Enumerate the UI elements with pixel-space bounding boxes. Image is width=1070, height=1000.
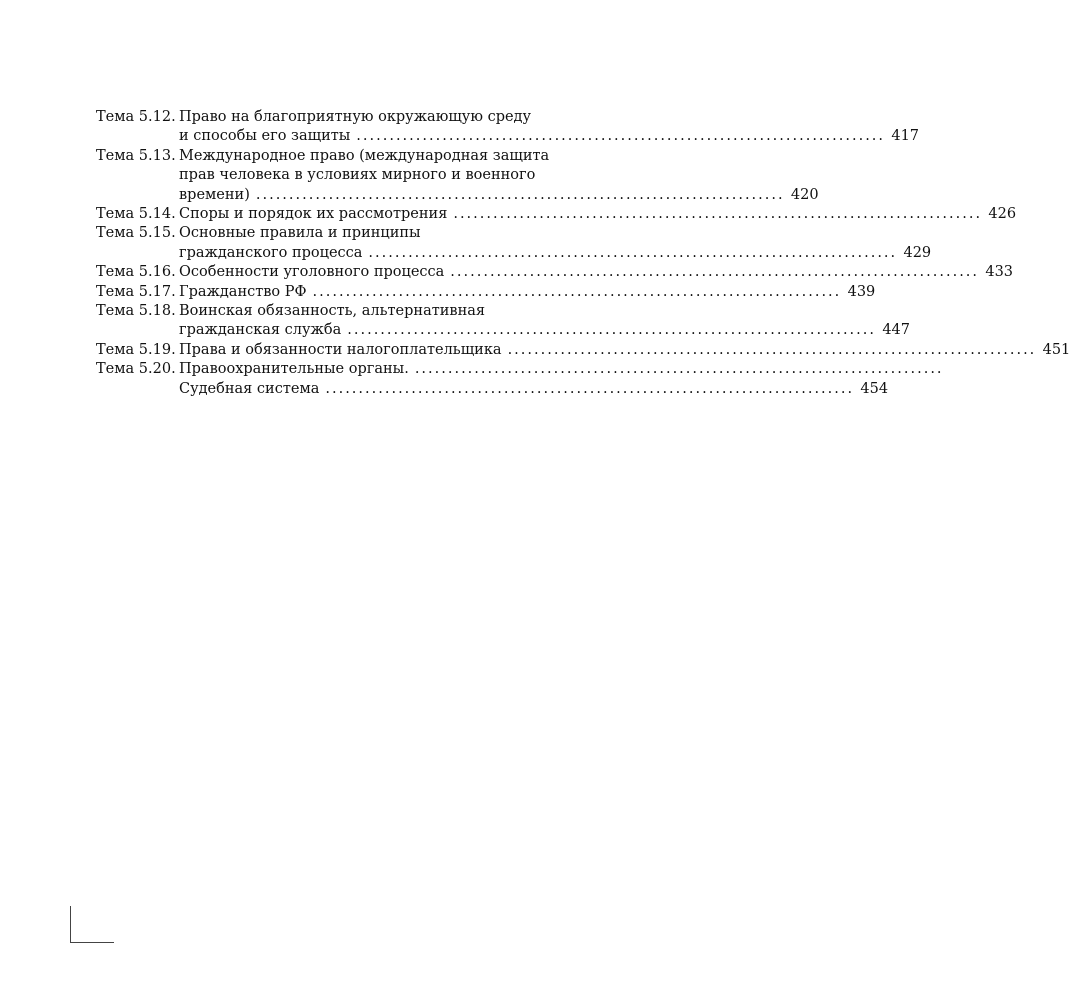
toc-leader-dots: ................................................................................ [312,283,842,300]
toc-entry-body [179,283,876,302]
toc-entry-page: 447 [882,322,910,339]
toc-entry-last-line [179,127,920,146]
toc-entry-title-line: времени) [179,186,250,203]
page-corner-mark [70,906,114,943]
toc-entry-body [179,147,819,205]
toc-entry-number: Тема 5.17. [96,283,176,300]
toc-entry-title-line: Воинская обязанность, альтернативная [179,303,486,320]
toc-entry-title-line: Судебная система [179,380,320,397]
toc-leader-dots: ................................................................................ [325,380,855,397]
toc-entry-body [179,360,944,399]
toc-entry [96,360,944,399]
toc-entry-page: 451 [1042,341,1070,358]
toc-entry-body [179,263,1014,282]
toc-entry-last-line [179,283,876,302]
toc-entry [96,283,876,302]
toc-entry-title-line: Основные правила и принципы [179,225,421,242]
toc-entry-number: Тема 5.16. [96,264,176,281]
toc-entry [96,263,1014,282]
toc-entry-page: 439 [847,283,876,300]
toc-entry-last-line [179,321,910,340]
toc-entry-number: Тема 5.15. [96,225,176,242]
toc-entry-body [179,205,1017,224]
toc-entry-body [179,302,910,341]
toc-entry-title-line: и способы его защиты [179,128,351,145]
toc-entry-body [179,341,1070,360]
toc-leader-dots: ................................................................................ [356,128,886,145]
toc-entry-last-line [179,380,889,399]
toc-leader-dots: ................................................................................ [414,361,944,378]
toc-entry-title-line: Права и обязанности налогоплательщика [179,341,502,358]
toc-leader-dots: ................................................................................ [450,264,980,281]
table-of-contents [96,108,1070,399]
toc-entry-last-line [179,205,1017,224]
toc-entry-last-line [179,186,819,205]
toc-entry-page: 417 [891,128,920,145]
toc-entry-title-line: Гражданство РФ [179,283,307,300]
toc-entry-last-line [179,263,1014,282]
toc-entry-number: Тема 5.18. [96,303,176,320]
toc-entry [96,341,1070,360]
toc-entry-title-line: Правоохранительные органы. [179,361,409,378]
toc-entry-number: Тема 5.12. [96,109,176,125]
toc-entry-title-line: прав человека в условиях мирного и военного [179,167,536,184]
toc-leader-dots: ................................................................................ [507,341,1037,358]
toc-entry-last-line [179,341,1070,360]
toc-entry-body [179,224,932,263]
toc-entry-page: 433 [985,264,1014,281]
toc-entry-number: Тема 5.20. [96,361,176,378]
toc-entry-page: 454 [860,380,889,397]
toc-entry-title-line: Международное право (международная защита [179,147,550,164]
toc-entry-title-line: Споры и порядок их рассмотрения [179,206,448,223]
toc-entry [96,147,819,205]
toc-entry-page: 429 [903,244,932,261]
toc-entry-page: 420 [790,186,819,203]
toc-leader-dots: ................................................................................ [453,206,983,223]
toc-entry-title-line: гражданская служба [179,322,342,339]
toc-entry-last-line [179,244,932,263]
toc-entry [96,302,910,341]
toc-entry-number: Тема 5.14. [96,206,176,223]
toc-entry [96,205,1017,224]
toc-entry-number: Тема 5.13. [96,147,176,164]
toc-entry-title-line: Особенности уголовного процесса [179,264,445,281]
toc-entry-body [179,108,920,147]
toc-entry-title-line: гражданского процесса [179,244,363,261]
toc-entry-title-line: Право на благоприятную окружающую среду [179,109,532,125]
toc-entry-page: 426 [988,206,1017,223]
toc-entry [96,108,920,147]
toc-leader-dots: ................................................................................ [255,186,785,203]
toc-entry [96,224,932,263]
toc-entry-first-line [179,360,944,379]
toc-leader-dots: ................................................................................ [347,322,876,339]
toc-leader-dots: ................................................................................ [368,244,898,261]
toc-entry-number: Тема 5.19. [96,341,176,358]
